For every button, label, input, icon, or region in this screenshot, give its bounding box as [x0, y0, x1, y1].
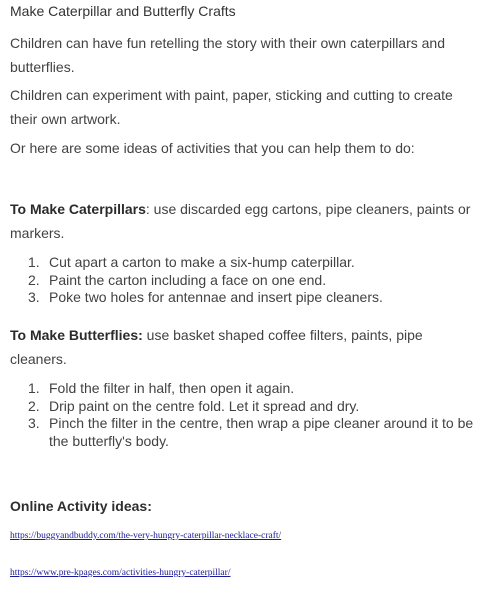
caterpillars-paragraph — [10, 197, 472, 245]
list-item — [28, 380, 474, 398]
step-number: 3. — [28, 289, 40, 305]
caterpillar-steps-list — [28, 254, 474, 307]
list-item — [28, 289, 474, 307]
step-text: Pinch the filter in the centre, then wrap a pipe cleaner around it to be the butterfly's body. — [49, 415, 474, 449]
step-text: Paint the carton including a face on one end. — [49, 271, 327, 288]
list-item — [28, 398, 474, 416]
intro-paragraph-2: Children can experiment with paint, paper, sticking and cutting to create their own artwork. — [10, 87, 453, 127]
step-number: 1. — [28, 380, 40, 396]
caterpillars-materials: : use discarded egg cartons, pipe cleaners, paints or markers. — [10, 201, 471, 241]
butterflies-materials: use basket shaped coffee filters, paints, pipe cleaners. — [10, 327, 423, 367]
step-number: 2. — [28, 397, 40, 414]
butterfly-steps-list — [28, 380, 474, 450]
step-text: Drip paint on the centre fold. Let it spread and dry. — [49, 397, 360, 414]
intro-paragraph-3: Or here are some ideas of activities that you can help them to do: — [10, 140, 415, 156]
step-number: 3. — [28, 415, 40, 431]
list-item — [28, 415, 474, 450]
list-item — [28, 272, 474, 290]
list-item — [28, 254, 474, 272]
online-link-buggyandbuddy[interactable]: https://buggyandbuddy.com/the-very-hungry-caterpillar-necklace-craft/ — [10, 531, 282, 541]
butterflies-heading: To Make Butterflies: — [10, 327, 143, 343]
step-text: Fold the filter in half, then open it again. — [49, 380, 295, 396]
page-title: Make Caterpillar and Butterfly Crafts — [10, 3, 236, 19]
caterpillars-heading: To Make Caterpillars — [10, 201, 146, 217]
step-number: 1. — [28, 254, 40, 270]
online-activity-heading: Online Activity ideas: — [10, 498, 152, 514]
butterflies-paragraph — [10, 323, 472, 371]
step-text: Poke two holes for antennae and insert pipe cleaners. — [49, 289, 383, 305]
step-text: Cut apart a carton to make a six-hump caterpillar. — [49, 254, 355, 270]
intro-paragraph-1: Children can have fun retelling the story with their own caterpillars and butterflies. — [10, 35, 446, 75]
online-link-prekpages[interactable]: https://www.pre-kpages.com/activities-hungry-caterpillar/ — [10, 568, 231, 578]
step-number: 2. — [28, 271, 40, 288]
